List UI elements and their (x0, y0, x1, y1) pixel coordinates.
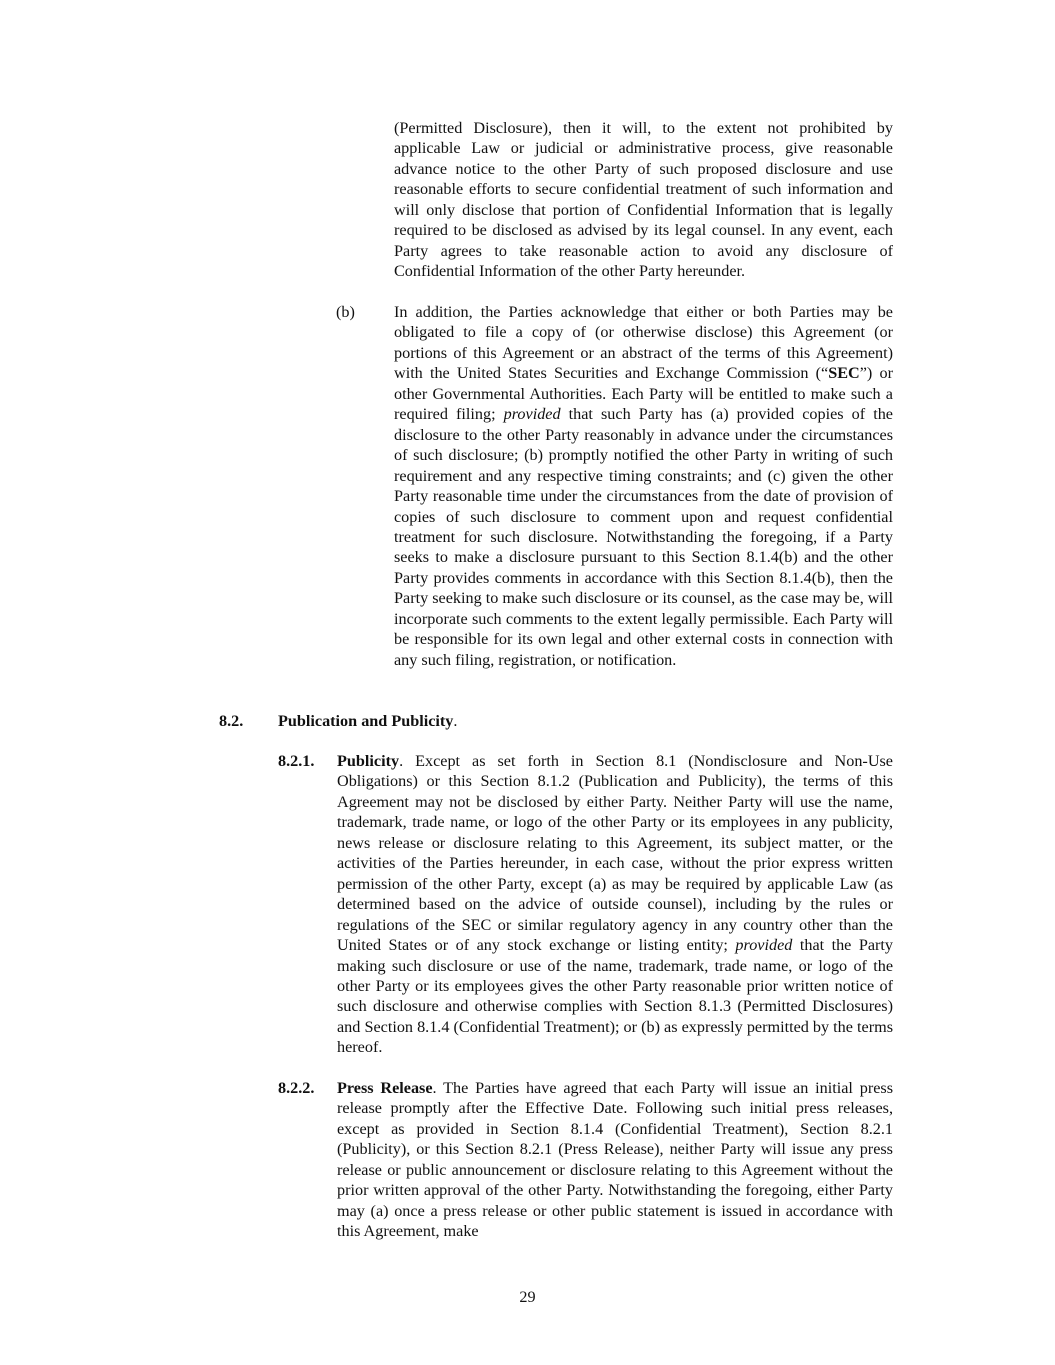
item-b-italic-term: provided (503, 405, 561, 424)
section-8-2-1-number: 8.2.1. (278, 752, 315, 770)
section-8-2-1-paragraph (337, 751, 893, 1058)
page-number: 29 (519, 1288, 536, 1306)
section-8-2-number: 8.2. (219, 712, 244, 730)
continuation-paragraph (394, 118, 893, 282)
section-8-2-2-number: 8.2.2. (278, 1079, 315, 1097)
section-8-2-1-italic-term: provided (735, 936, 793, 955)
section-8-2-2-text: . The Parties have agreed that each Party will issue an initial press release promptly after the Effective Date. Following such initial press releases, except as provided in Section 8.1.4 (Confidential Treatment), Section 8.2.1 (Publicity), or this Section 8.2.1 (Press Release), neither Party will issue any press release or public announcement or disclosure relating to this Agreement without the prior written approval of the other Party. Notwithstanding the foregoing, either Party may (a) once a press release or other public statement is issued in accordance with this Agreement, make (337, 1079, 893, 1241)
item-b-paragraph (394, 302, 893, 670)
section-8-2-title: Publication and Publicity (278, 712, 454, 730)
section-8-2-2-paragraph (337, 1078, 893, 1242)
section-8-2-1-title: Publicity (337, 752, 400, 770)
item-b-text-2: ”) or other Governmental Authorities. Each Party will be entitled to make such a required filing; (394, 364, 893, 424)
item-b-text-1: In addition, the Parties acknowledge that either or both Parties may be obligated to file a copy of (or otherwise disclose) this Agreement (or portions of this Agreement or an abstract of the terms of this Agreement) with the United States Securities and Exchange Commission (“ (394, 303, 893, 383)
section-8-2-2-title: Press Release (337, 1079, 433, 1097)
continuation-text: (Permitted Disclosure), then it will, to the extent not prohibited by applicable Law or judicial or administrative process, give reasonable advance notice to the other Party of such proposed disclosure and use reasonable efforts to secure confidential treatment of such information and will only disclose that portion of Confidential Information that is legally required to be disclosed as advised by its legal counsel. In any event, each Party agrees to take reasonable action to avoid any disclosure of Confidential Information of the other Party hereunder. (394, 119, 893, 281)
section-8-2-1-text-2: that the Party making such disclosure or use of the name, trademark, trade name, or logo of the other Party or its employees gives the other Party reasonable prior written notice of such disclosure and otherwise complies with Section 8.1.3 (Permitted Disclosures) and Section 8.1.4 (Confidential Treatment); or (b) as expressly permitted by the terms hereof. (337, 936, 894, 1057)
item-b-label: (b) (336, 303, 355, 321)
section-8-2-1-text-1: . Except as set forth in Section 8.1 (Nondisclosure and Non-Use Obligations) or this Section 8.1.2 (Publication and Publicity), the terms of this Agreement may not be disclosed by either Party. Neither Party will use the name, trademark, trade name, or logo of the other Party or its employees in any publicity, news release or disclosure relating to this Agreement, its subject matter, or the activities of the Parties hereunder, in each case, without the prior express written permission of the other Party, except (a) as may be required by applicable Law (as determined based on the advice of outside counsel), including by the rules or regulations of the SEC or similar regulatory agency in any country other than the United States or of any stock exchange or listing entity; (337, 752, 893, 955)
item-b-text-3: that such Party has (a) provided copies of the disclosure to the other Party reasonably in advance under the circumstances of such disclosure; (b) promptly notified the other Party in writing of such requirement and any respective timing constraints; and (c) given the other Party reasonable time under the circumstances from the date of provision of copies of such disclosure to comment upon and request confidential treatment for such disclosure. Notwithstanding the foregoing, if a Party seeks to make a disclosure pursuant to this Section 8.1.4(b) and the other Party provides comments in accordance with this Section 8.1.4(b), then the Party seeking to make such disclosure or its counsel, as the case may be, will incorporate such comments to the extent legally permissible. Each Party will be responsible for its own legal and other external costs in connection with any such filing, registration, or notification. (394, 405, 893, 669)
section-8-2-trailing: . (453, 712, 458, 730)
item-b-defined-term: SEC (828, 364, 860, 383)
